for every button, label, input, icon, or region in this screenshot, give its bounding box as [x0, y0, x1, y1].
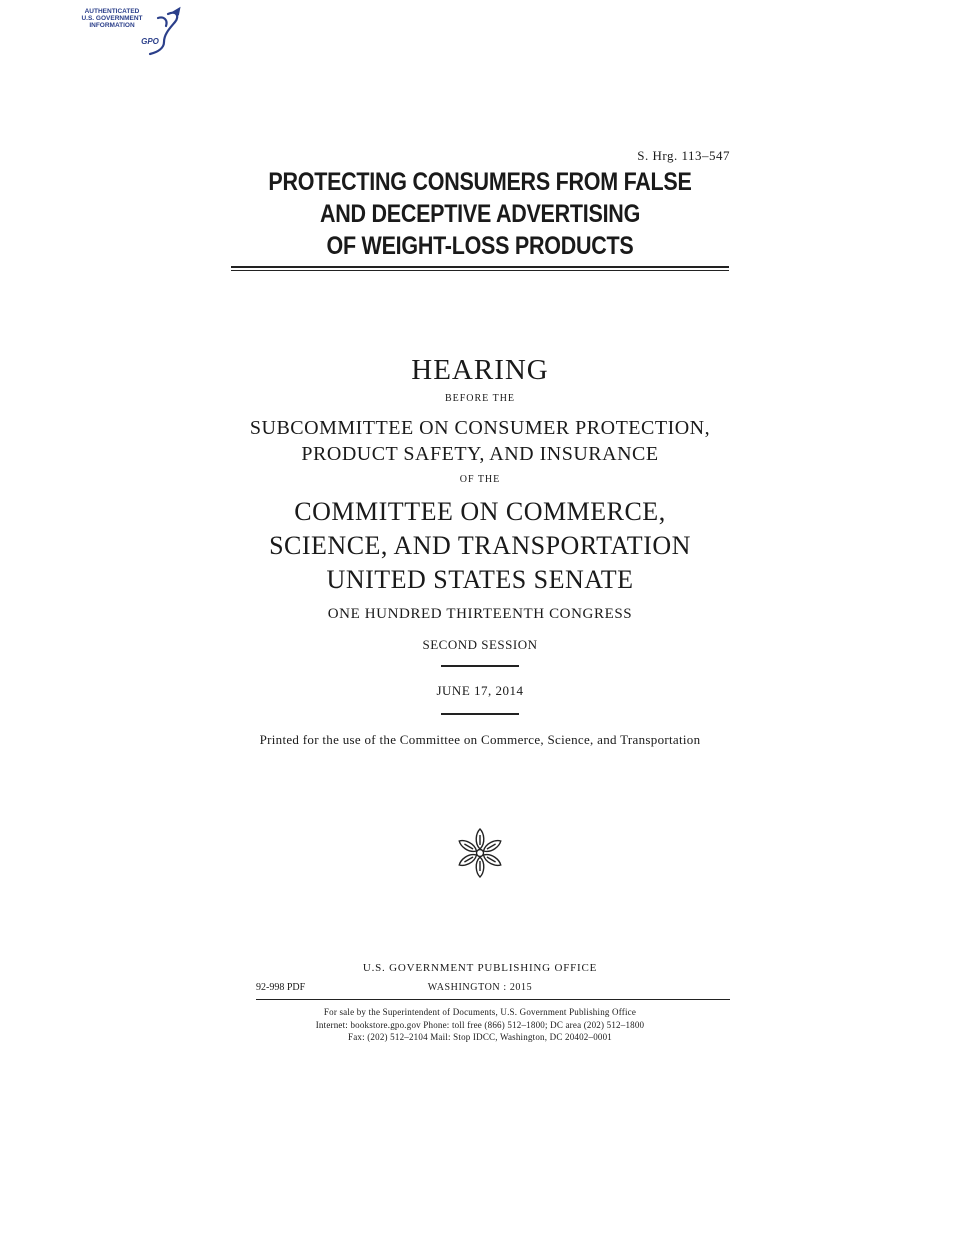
sale-info-line-3: Fax: (202) 512–2104 Mail: Stop IDCC, Washington, DC 20402–0001	[347, 1032, 612, 1042]
congress-label: ONE HUNDRED THIRTEENTH CONGRESS	[327, 606, 633, 622]
before-the-label: BEFORE THE	[444, 393, 516, 404]
sale-info-line-1: For sale by the Superintendent of Documents, U.S. Government Publishing Office	[323, 1007, 637, 1017]
title-line-2: AND DECEPTIVE ADVERTISING	[319, 200, 641, 228]
short-rule-2	[441, 713, 519, 715]
title-double-rule-bottom	[231, 270, 729, 271]
subcommittee-line-2: PRODUCT SAFETY, AND INSURANCE	[301, 443, 659, 465]
short-rule-1	[441, 665, 519, 667]
of-the-label: OF THE	[459, 474, 501, 485]
title-line-3: OF WEIGHT-LOSS PRODUCTS	[326, 232, 634, 260]
session-label: SECOND SESSION	[422, 637, 538, 652]
fleuron-icon	[454, 826, 506, 880]
logo-line-information: INFORMATION	[89, 22, 135, 29]
pdf-identifier: 92-998 PDF	[256, 982, 306, 993]
title-double-rule-top	[231, 266, 729, 268]
hearing-heading: HEARING	[411, 354, 549, 386]
sale-info-line-2: Internet: bookstore.gpo.gov Phone: toll free (866) 512–1800; DC area (202) 512–1800	[315, 1020, 645, 1030]
logo-line-government: U.S. GOVERNMENT	[81, 15, 143, 22]
title-line-1: PROTECTING CONSUMERS FROM FALSE	[268, 168, 692, 196]
committee-line-2: SCIENCE, AND TRANSPORTATION	[269, 531, 691, 560]
footer-rule	[256, 999, 730, 1000]
committee-line-1: COMMITTEE ON COMMERCE,	[294, 497, 666, 526]
hearing-number: S. Hrg. 113–547	[637, 148, 730, 163]
publication-location-year: WASHINGTON : 2015	[427, 982, 533, 993]
publisher-name: U.S. GOVERNMENT PUBLISHING OFFICE	[362, 962, 598, 974]
logo-gpo-mark: GPO	[141, 37, 159, 46]
subcommittee-line-1: SUBCOMMITTEE ON CONSUMER PROTECTION,	[249, 417, 711, 439]
committee-line-3: UNITED STATES SENATE	[326, 565, 634, 594]
eagle-icon	[150, 9, 179, 54]
gpo-authenticated-logo	[72, 4, 184, 60]
hearing-date: JUNE 17, 2014	[436, 683, 524, 698]
printed-for-note: Printed for the use of the Committee on Commerce, Science, and Transportation	[259, 732, 701, 747]
logo-line-authenticated: AUTHENTICATED	[84, 8, 140, 15]
